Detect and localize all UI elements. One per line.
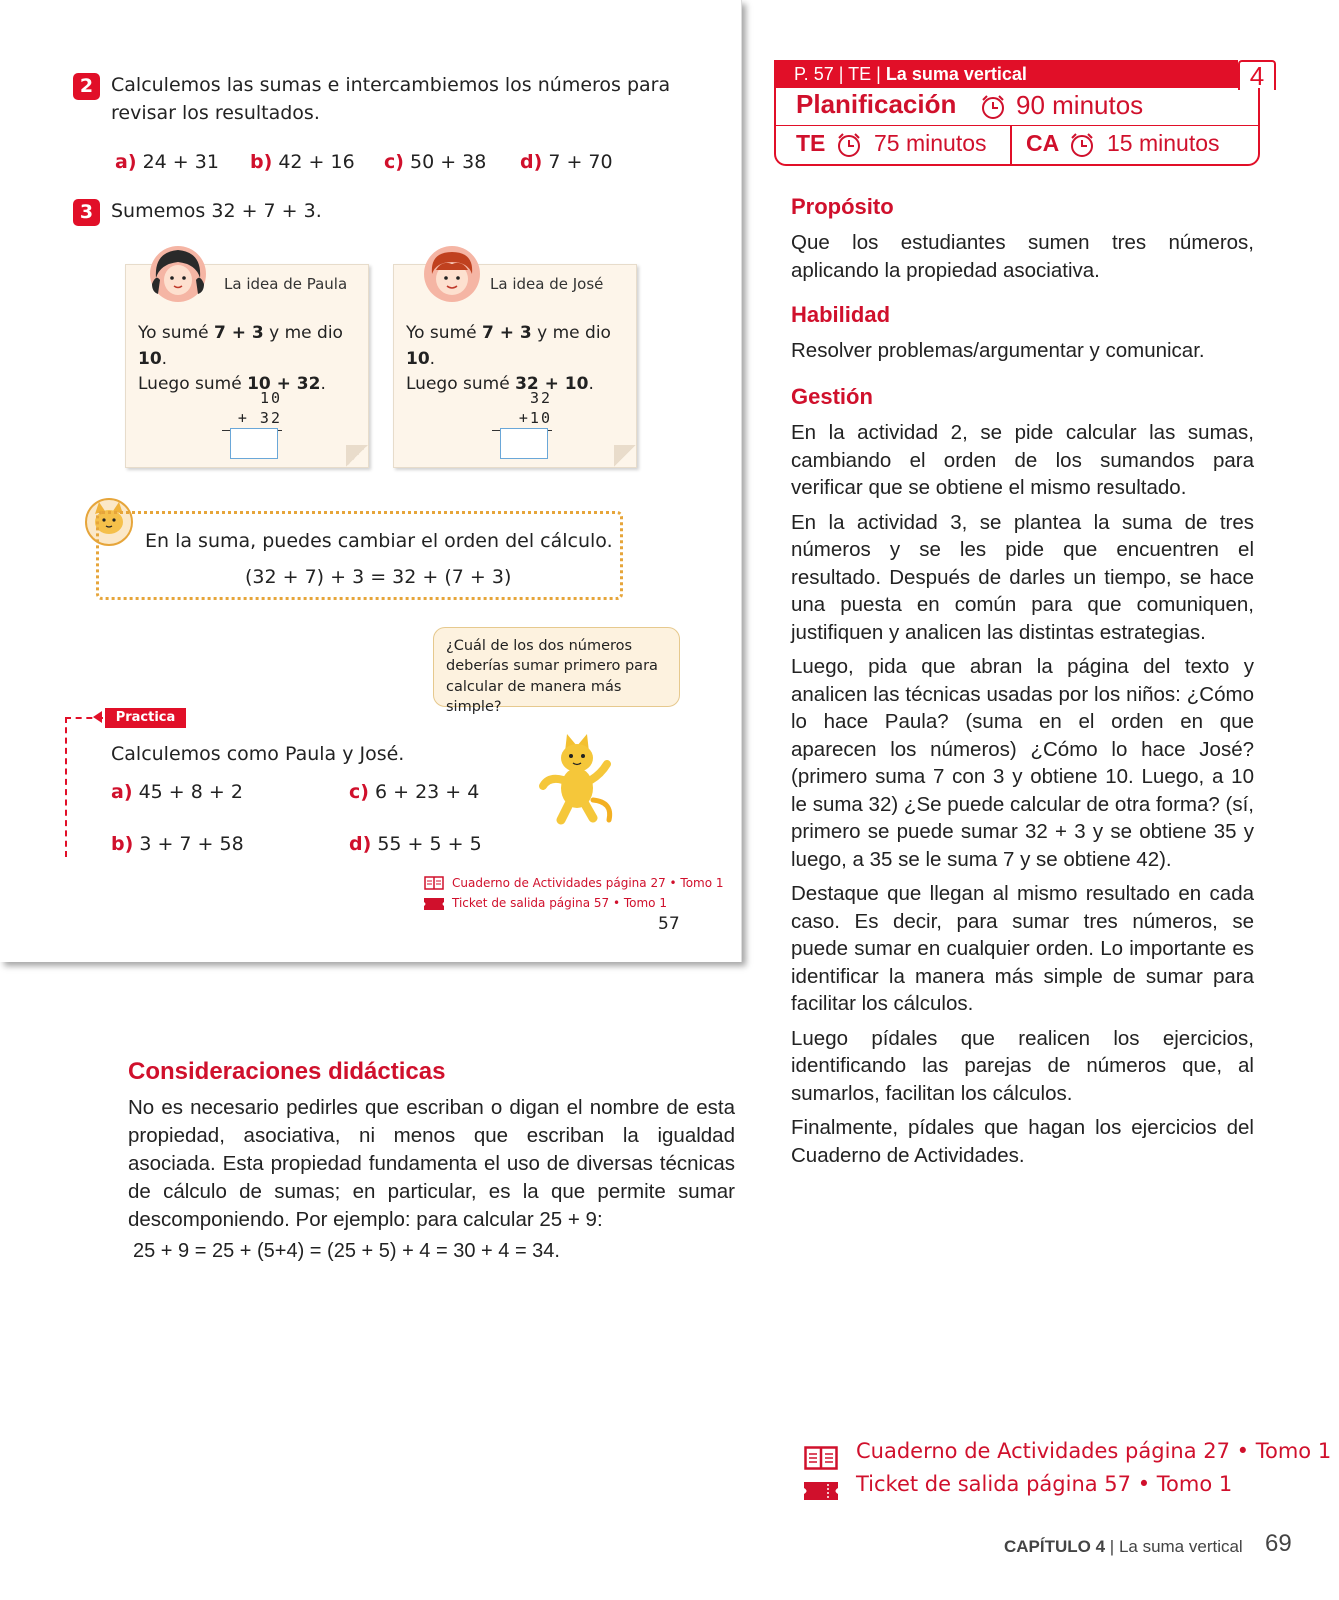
text: Yo sumé: [406, 323, 482, 343]
addend-top: 32: [529, 389, 552, 407]
proposito-text: Que los estudiantes sumen tres números, aplicando la propiedad asociativa.: [791, 231, 1254, 282]
gestion-paragraph: Finalmente, pídales que hagan los ejercicios del Cuaderno de Actividades.: [791, 1116, 1254, 1167]
habilidad-heading: Habilidad: [791, 302, 891, 327]
paula-vertical-sum: [222, 389, 282, 431]
gestion-text: [791, 419, 1254, 1176]
plan-divider: [1010, 126, 1012, 164]
item-expression: 24 + 31: [142, 151, 219, 173]
exercise-2-line1: Calculemos las sumas e intercambiemos los números para: [111, 74, 671, 96]
text-bold: 10 + 32: [247, 374, 321, 394]
item-expression: 55 + 5 + 5: [377, 833, 482, 855]
exercise-3-badge: 3: [73, 199, 100, 226]
chapter-badge: 4: [1238, 60, 1276, 90]
page-curl: [614, 445, 636, 467]
alarm-clock-icon: [836, 132, 862, 158]
addend-bottom: + 32: [237, 408, 282, 427]
gestion-paragraph: En la actividad 2, se pide calcular las sumas, cambiando el orden de los sumandos para verificar que se obtiene el mismo resultado.: [791, 421, 1254, 499]
consideraciones-heading: Consideraciones didácticas: [128, 1058, 446, 1085]
planificacion-header: [774, 60, 1276, 166]
notebook-icon: [424, 876, 444, 890]
property-box: [96, 511, 623, 600]
jose-idea-title: La idea de José: [490, 275, 604, 293]
addend-bottom: +10: [518, 408, 552, 427]
alarm-clock-icon: [1069, 132, 1095, 158]
page-curl: [346, 445, 368, 467]
text: .: [320, 374, 326, 394]
text: .: [429, 348, 436, 369]
text: .: [161, 348, 168, 369]
item-label: b): [111, 833, 134, 855]
gestion-paragraph: Luego, pida que abran la página del texto y analicen las técnicas usadas por los niños: ¿Cómo lo hace Paula? (suma en el orden en que aparecen los números) ¿Cómo lo hace José? (primero suma 7 con 3 y obtiene 10. Luego, a 10 le suma 32) ¿Se puede calcular de otra forma? (sí, primero se puede sumar 32 + 3 y se obtiene 35 y luego, a 35 se le suma 7 y se obtiene 42).: [791, 655, 1254, 871]
bar-separator: |: [838, 64, 849, 84]
exercise-2-item-c: [384, 149, 486, 177]
cuaderno-ref: Cuaderno de Actividades página 27 • Tomo 1: [856, 1439, 1332, 1463]
gestion-paragraph: Luego pídales que realicen los ejercicios, identificando las parejas de números que, al sumarlos, facilitan los cálculos.: [791, 1026, 1254, 1105]
jose-idea-text: [406, 321, 636, 398]
page-footer: [1004, 1537, 1243, 1557]
text-bold: 7 + 3: [214, 323, 264, 343]
exercise-2-badge: 2: [73, 73, 100, 100]
text-bold: 10: [138, 348, 162, 369]
plan-page: P. 57: [794, 64, 834, 84]
te-time: 75 minutos: [874, 130, 987, 156]
practica-tag: Practica: [105, 708, 186, 728]
student-page-inset: [0, 0, 742, 962]
item-label: d): [349, 833, 372, 855]
boy-avatar-icon: [420, 244, 484, 304]
practica-item-a: [111, 779, 243, 807]
plan-title: La suma vertical: [885, 64, 1027, 84]
student-cuaderno-ref: Cuaderno de Actividades página 27 • Tomo 1: [452, 876, 724, 890]
item-expression: 50 + 38: [410, 151, 487, 173]
exercise-2-item-b: [250, 149, 355, 177]
bar-separator: |: [876, 64, 886, 84]
property-statement: En la suma, puedes cambiar el orden del cálculo.: [145, 530, 613, 552]
text-bold: 7 + 3: [482, 323, 532, 343]
practica-arrow-icon: [93, 711, 102, 723]
item-label: c): [384, 151, 404, 173]
practica-item-b: [111, 831, 244, 859]
girl-avatar-icon: [146, 244, 210, 304]
item-label: a): [115, 151, 137, 173]
paula-answer-box[interactable]: [230, 428, 278, 459]
gestion-paragraph: En la actividad 3, se plantea la suma de tres números y se les pide que encuentren el resultado. Después de darles un tiempo, se hace una puesta en común para que comuniquen, justifiquen y analicen las distintas estrategias.: [791, 510, 1254, 644]
footer-chapter: CAPÍTULO 4: [1004, 1537, 1106, 1556]
text: y me dio: [263, 323, 343, 343]
paula-idea-title: La idea de Paula: [224, 275, 348, 293]
planificacion-split-row: [776, 126, 1258, 164]
ticket-icon: [424, 898, 444, 910]
bottom-references: [856, 1435, 1331, 1501]
practica-item-c: [349, 779, 479, 807]
habilidad-text: Resolver problemas/argumentar y comunicar.: [791, 339, 1205, 362]
text: .: [588, 374, 594, 394]
consideraciones-equation: 25 + 9 = 25 + (5+4) = (25 + 5) + 4 = 30 + 4 = 34.: [133, 1240, 560, 1262]
gestion-paragraph: Destaque que llegan al mismo resultado en cada caso. Es decir, para sumar tres números, se puede sumar en cualquier orden. Lo importante es identificar la manera más simple de sumar para facilitar los cálculos.: [791, 882, 1254, 1015]
exercise-3-instruction: Sumemos 32 + 7 + 3.: [111, 200, 322, 222]
item-expression: 3 + 7 + 58: [139, 833, 244, 855]
proposito-heading: Propósito: [791, 194, 894, 219]
item-expression: 45 + 8 + 2: [138, 781, 243, 803]
exercise-2-line2: revisar los resultados.: [111, 101, 320, 124]
item-expression: 42 + 16: [278, 151, 355, 173]
student-page-number: 57: [658, 914, 680, 934]
item-label: a): [111, 781, 133, 803]
planificacion-label: Planificación: [796, 89, 957, 119]
text: Yo sumé: [138, 323, 214, 343]
planificacion-total-time: 90 minutos: [1016, 90, 1144, 120]
exercise-2-instruction: [111, 72, 670, 127]
text: Luego sumé: [406, 374, 516, 394]
footer-separator: |: [1105, 1537, 1119, 1556]
consideraciones-text: No es necesario pedirles que escriban o digan el nombre de esta propiedad, asociativa, ni menos que escriban la igualdad asociada. Esta propiedad fundamenta el uso de diversas técnicas de cálculo de sumas; en particular, es la que permite sumar descomponiendo. Por ejemplo: para calcular 25 + 9:: [128, 1096, 735, 1231]
text-bold: 32 + 10: [515, 374, 589, 394]
property-equation: (32 + 7) + 3 = 32 + (7 + 3): [245, 566, 512, 588]
te-label: TE: [796, 130, 826, 156]
text: Luego sumé: [138, 374, 248, 394]
planificacion-box: [774, 88, 1260, 166]
practica-instruction: Calculemos como Paula y José.: [111, 743, 405, 765]
jose-answer-box[interactable]: [500, 428, 548, 459]
planificacion-top-bar: [774, 60, 1238, 88]
practica-bracket-side: [65, 717, 67, 857]
ticket-ref: Ticket de salida página 57 • Tomo 1: [856, 1472, 1233, 1496]
alarm-clock-icon: [980, 94, 1006, 120]
addend-top: 10: [259, 389, 282, 407]
gestion-heading: Gestión: [791, 384, 873, 409]
hint-speech-bubble: ¿Cuál de los dos números deberías sumar primero para calcular de manera más simple?: [433, 627, 680, 707]
ca-time: 15 minutos: [1107, 130, 1220, 156]
jose-vertical-sum: [492, 389, 552, 431]
ca-label: CA: [1026, 130, 1060, 156]
exercise-2-item-d: [520, 149, 613, 177]
paula-idea-text: [138, 321, 368, 398]
plan-te-label: TE: [848, 64, 872, 84]
cat-mascot-icon: [535, 730, 620, 825]
planificacion-total-row: [776, 88, 1258, 126]
text: y me dio: [531, 323, 611, 343]
item-expression: 7 + 70: [548, 151, 613, 173]
item-label: b): [250, 151, 273, 173]
student-ticket-ref: Ticket de salida página 57 • Tomo 1: [452, 896, 667, 910]
page-number: 69: [1265, 1530, 1292, 1557]
item-expression: 6 + 23 + 4: [375, 781, 480, 803]
practica-item-d: [349, 831, 482, 859]
footer-title: La suma vertical: [1118, 1537, 1243, 1556]
notebook-icon: [804, 1446, 838, 1470]
exercise-2-item-a: [115, 149, 219, 177]
text-bold: 10: [406, 348, 430, 369]
item-label: c): [349, 781, 369, 803]
item-label: d): [520, 151, 543, 173]
ticket-icon: [804, 1482, 838, 1500]
